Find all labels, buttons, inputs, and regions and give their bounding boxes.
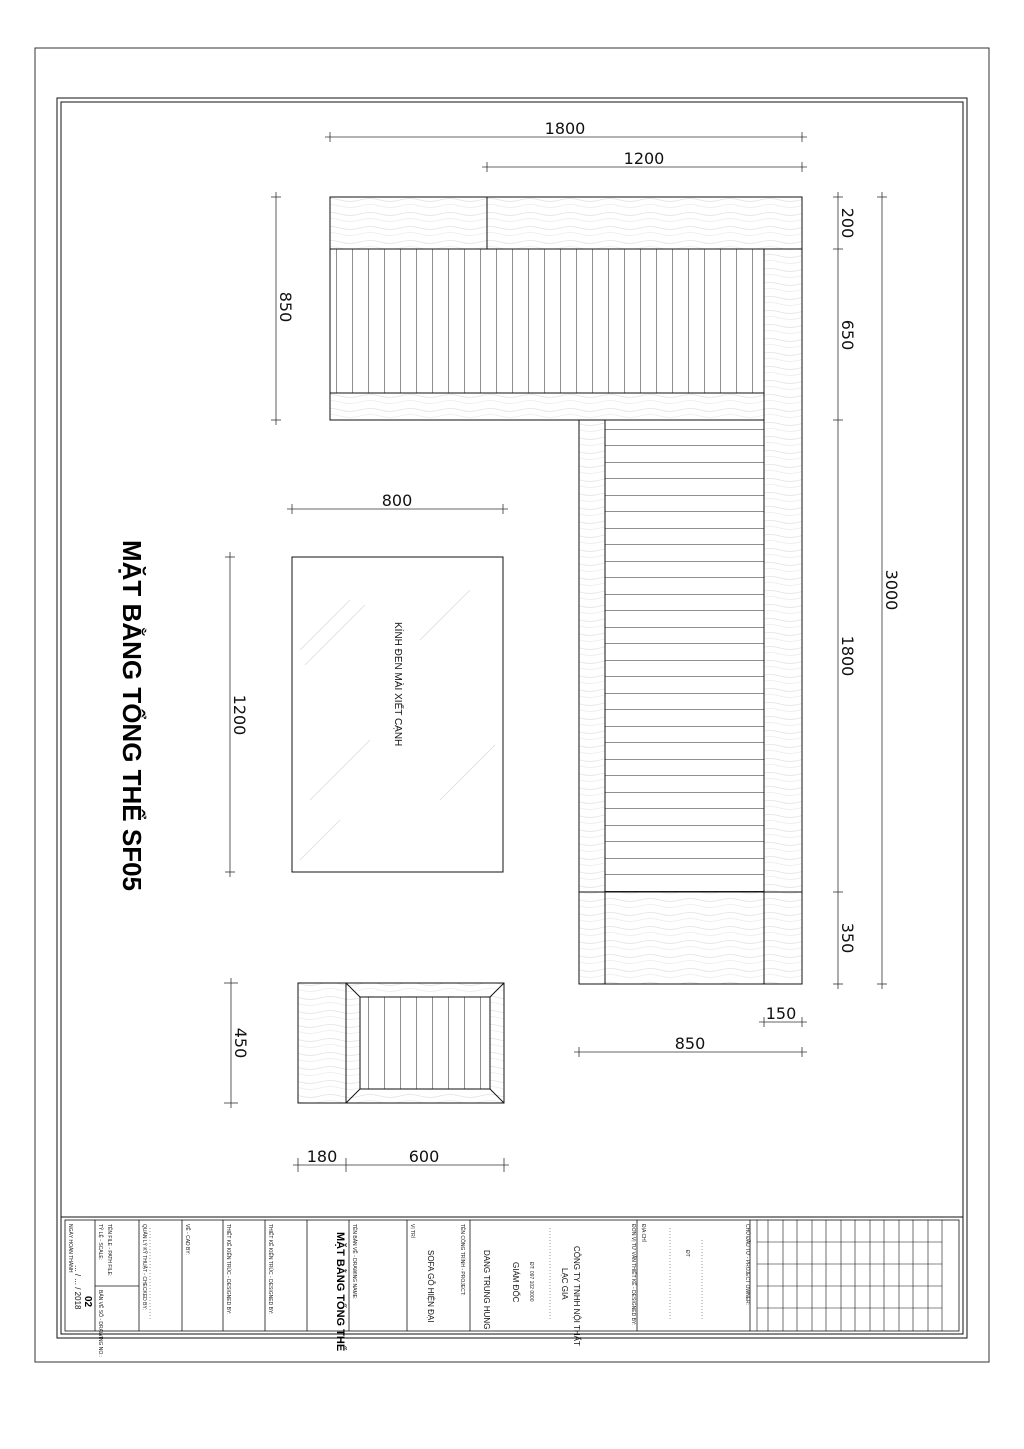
tb-drawing-no: 02 [82, 1296, 93, 1308]
dim-right-650: 650 [838, 319, 857, 351]
sofa-back-right [487, 197, 802, 249]
tb-designer-name: DANG TRUNG HUNG [482, 1250, 491, 1330]
tb-project-name: SOFA GỖ HIỆN ĐẠI [426, 1250, 435, 1323]
drawing-title: MẶT BẰNG TỔNG THỂ SF05 [117, 540, 147, 892]
tb-design-label: THIẾT KẾ KIẾN TRÚC - DESIGNED BY: [267, 1224, 273, 1315]
tb-company-name2: LẠC GIA [560, 1268, 569, 1300]
tb-drawing-name: MẶT BẰNG TỔNG THỂ [334, 1232, 346, 1352]
tb-drawing-no-label: BẢN VẼ SỐ - DRAWING NO.: [97, 1290, 103, 1358]
tb-owner-label: CHỦ ĐẦU TƯ - PROJECT OWNER: [744, 1224, 750, 1306]
tb-company-label: ĐƠN VỊ TƯ VẤN THIẾT KẾ - DESIGNED BY: [630, 1224, 636, 1326]
tb-project-label: TÊN CÔNG TRÌNH - PROJECT: [459, 1224, 465, 1296]
tb-file-label: TÊN FILE - PATH FILE: [106, 1224, 112, 1277]
dim-stool-450: 450 [231, 1027, 250, 1059]
tb-date-value: ... / ... / 2018 [73, 1265, 82, 1310]
glass-table [292, 557, 503, 872]
dim-stool-180: 180 [306, 1147, 338, 1166]
sofa-chaise-rail [579, 420, 605, 892]
dim-right-1800: 1800 [838, 635, 857, 677]
tb-company-name: CÔNG TY TNHH NỘI THẤT [572, 1246, 581, 1346]
title-block [61, 1217, 963, 1357]
sofa-chaise-end [579, 892, 802, 984]
sofa-right-arm [764, 249, 802, 892]
dim-bottom-150: 150 [765, 1004, 797, 1023]
tb-director: GIÁM ĐỐC [511, 1262, 520, 1303]
stool-side [298, 983, 346, 1103]
sofa-top-seat [330, 249, 764, 393]
dim-right-200: 200 [838, 207, 857, 239]
tb-phone-label: ĐT [684, 1250, 690, 1257]
sofa-chaise-seat [605, 420, 764, 892]
dim-bottom-850: 850 [674, 1034, 706, 1053]
dim-stool-600: 600 [408, 1147, 440, 1166]
glass-label: KÍNH ĐEN MÀI XIẾT CẠNH [392, 622, 403, 747]
dim-right-3000: 3000 [882, 569, 901, 611]
tb-date-label: NGÀY HOÀN THÀNH [67, 1224, 73, 1273]
tb-scale-label: TỶ LỆ - SCALE: [97, 1224, 103, 1261]
tb-company-phone: ĐT: 097 102 0000 [528, 1262, 534, 1302]
tb-cad-label: VẼ - CAD BY: [184, 1224, 190, 1255]
tb-drawing-name-label: TÊN BẢN VẼ - DRAWING NAME: [351, 1224, 357, 1300]
dim-table-800: 800 [381, 491, 413, 510]
tb-arch-label: THIẾT KẾ KIẾN TRÚC - DESIGNED BY: [225, 1224, 231, 1315]
stool-seat [360, 997, 490, 1089]
dim-top-1800: 1800 [544, 119, 586, 138]
tb-location-label: VỊ TRÍ [409, 1224, 415, 1239]
tb-checked-label: QUẢN LÝ KỸ THUẬT - CHECKED BY: [141, 1224, 147, 1310]
dim-right-350: 350 [838, 922, 857, 954]
sofa-back-left [330, 197, 487, 249]
dim-table-1200: 1200 [230, 694, 249, 736]
dim-left-850: 850 [276, 291, 295, 323]
stool [298, 983, 504, 1103]
dim-top-1200: 1200 [623, 149, 665, 168]
sofa-top-rail [330, 393, 764, 420]
tb-address-label: ĐỊA CHỈ [640, 1224, 646, 1243]
